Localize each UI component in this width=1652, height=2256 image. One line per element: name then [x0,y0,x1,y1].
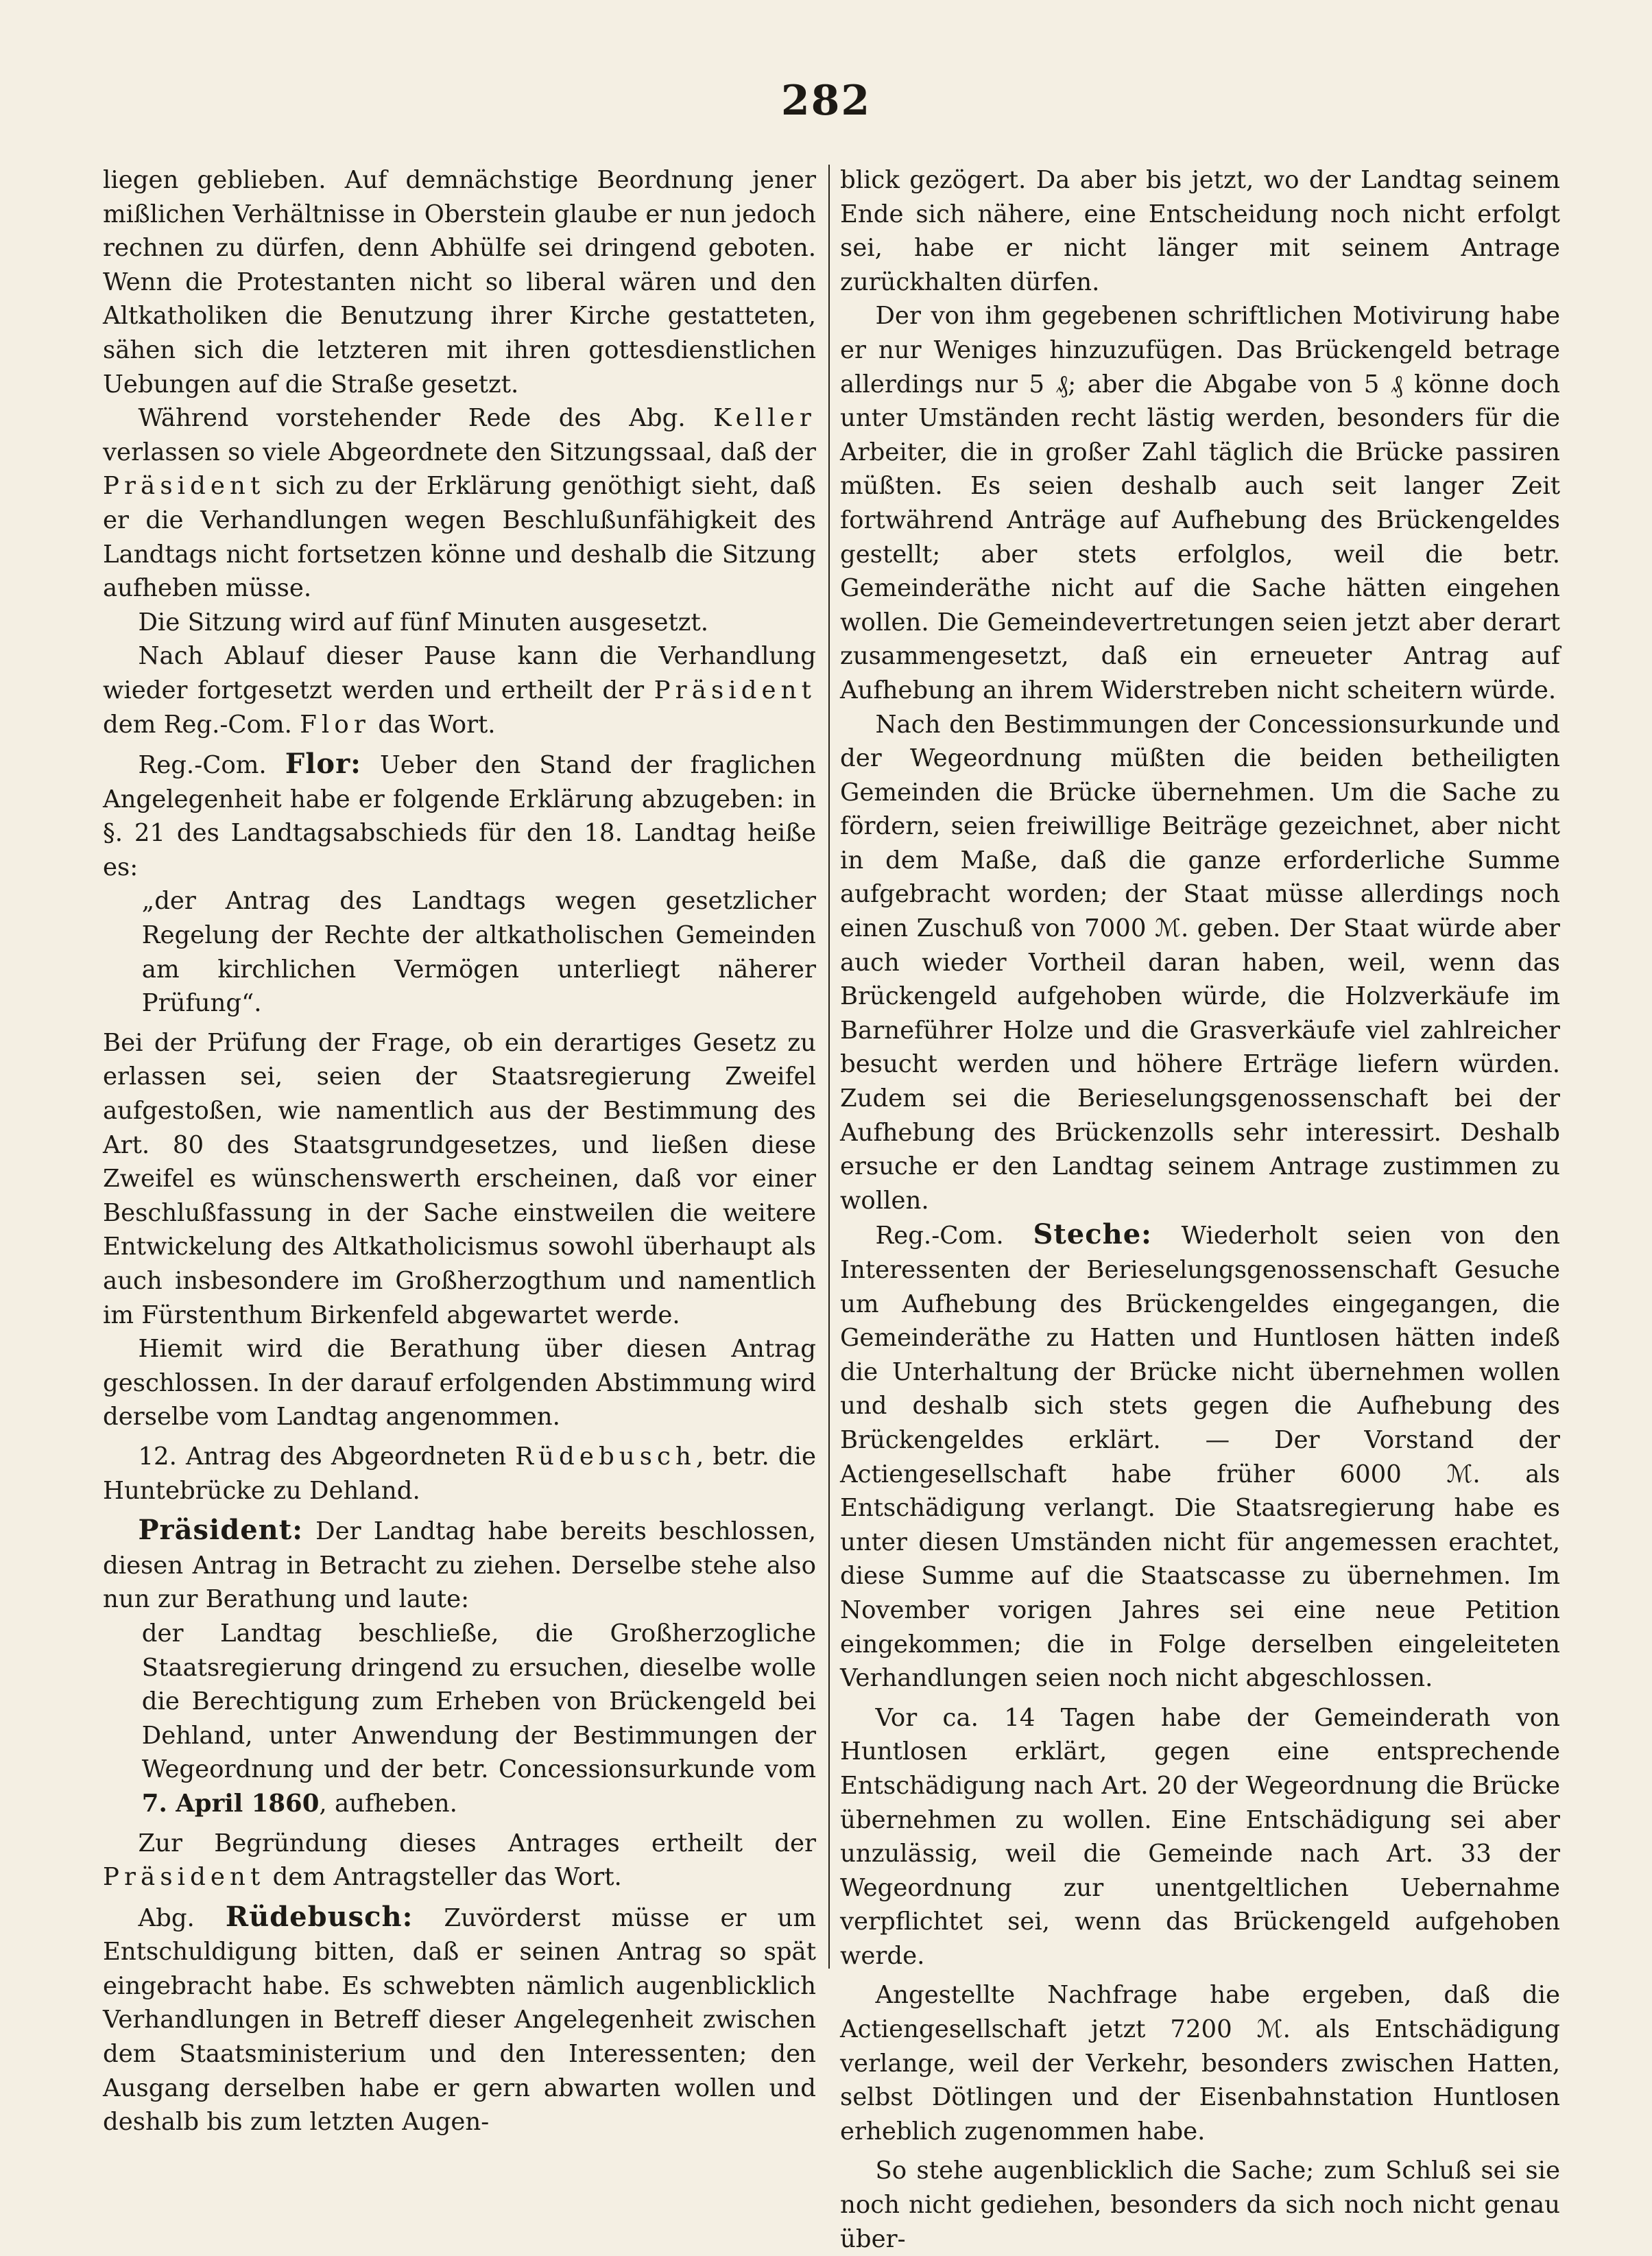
paragraph: Angestellte Nachfrage habe ergeben, daß die Actiengesellschaft jetzt 7200 ℳ. als Entschädigung verlange, weil der Verkehr, besonders zwischen Hatten, selbst Dötlingen und der Eisenbahnstation Huntlosen erheblich zugenommen habe. [840,1981,1560,2146]
paragraph: Reg.-Com. Steche: Wiederholt seien von den Interessenten der Berieselungsgenossenschaft Gesuche um Aufhebung des Brückengeldes eingegangen, die Gemeinderäthe zu Hatten und Huntlosen hätten indeß die Unterhaltung der Brücke nicht übernehmen wollen und deshalb sich stets gegen die Aufhebung des Brückengeldes erklärt. — Der Vorstand der Actiengesellschaft habe früher 6000 ℳ. als Entschädigung verlangt. Die Staatsregierung habe es unter diesen Umständen nicht für angemessen erachtet, diese Summe auf die Staatscasse zu übernehmen. Im November vorigen Jahres sei eine neue Petition eingekommen; die in Folge derselben eingeleiteten Verhandlungen seien noch nicht abgeschlossen. [840,1218,1560,1693]
paragraph: So stehe augenblicklich die Sache; zum Schluß sei sie noch nicht gediehen, besonders da sich noch nicht genau über- [840,2157,1560,2253]
paragraph: Der von ihm gegebenen schriftlichen Motivirung habe er nur Weniges hinzuzufügen. Das Brückengeld betrage allerdings nur 5 ₰; aber die Abgabe von 5 ₰ könne doch unter Umständen recht lästig werden, besonders für die Arbeiter, die in großer Zahl täglich die Brücke passiren müßten. Es seien deshalb auch seit langer Zeit fortwährend Anträge auf Aufhebung des Brückengeldes gestellt; aber stets erfolglos, weil die betr. Gemeinderäthe nicht auf die Sache hätten eingehen wollen. Die Gemeindevertretungen seien jetzt aber derart zusammengesetzt, daß ein erneueter Antrag auf Aufhebung an ihrem Widerstreben nicht scheitern würde. [840,302,1560,704]
paragraph: liegen geblieben. Auf demnächstige Beordnung jener mißlichen Verhältnisse in Oberstein glaube er nun jedoch rechnen zu dürfen, denn Abhülfe sei dringend geboten. Wenn die Protestanten nicht so liberal wären und den Altkatholiken die Benutzung ihrer Kirche gestatteten, sähen sich die letzteren mit ihren gottesdienstlichen Uebungen auf die Straße gesetzt. [103,166,816,399]
paragraph: Die Sitzung wird auf fünf Minuten ausgesetzt. [138,608,708,637]
speaker-label: Flor: [285,748,361,781]
speaker-label: Rüdebusch: [225,1900,414,1933]
speaker-name: Präsident [103,472,265,501]
paragraph: Während vorstehender Rede des Abg. Keller verlassen so viele Abgeordnete den Sitzungssaal, daß der Präsident sich zu der Erklärung genöthigt sieht, daß er die Verhandlungen wegen Beschlußunfähigkeit des Landtags nicht fortsetzen könne und deshalb die Sitzung aufheben müsse. [103,404,816,603]
paragraph: Hiemit wird die Berathung über diesen Antrag geschlossen. In der darauf erfolgenden Abstimmung wird derselbe vom Landtag angenommen. [103,1335,816,1432]
speaker-name: Keller [713,404,816,433]
speaker-label: Präsident: [138,1514,303,1547]
speaker-name: Präsident [654,676,816,704]
speaker-name: Flor [300,710,370,739]
agenda-item: 12. Antrag des Abgeordneten Rüdebusch, betr. die Huntebrücke zu Dehland. [103,1442,816,1505]
speaker-name: Präsident [103,1863,265,1892]
motion-text: der Landtag beschließe, die Großherzogliche Staatsregierung dringend zu ersuchen, dieselbe wolle die Berechtigung zum Erheben von Brückengeld bei Dehland, unter Anwendung der Bestimmungen der Wegeordnung und der betr. Concessionsurkunde vom 7. April 1860, aufheben. [141,1619,816,1818]
column-divider [828,165,830,1969]
paragraph: Präsident: Der Landtag habe bereits beschlossen, diesen Antrag in Betracht zu ziehen. Derselbe stehe also nun zur Berathung und laute: [103,1514,816,1614]
paragraph: blick gezögert. Da aber bis jetzt, wo der Landtag seinem Ende sich nähere, eine Entscheidung noch nicht erfolgt sei, habe er nicht länger mit seinem Antrage zurückhalten dürfen. [840,166,1560,296]
paragraph: Nach Ablauf dieser Pause kann die Verhandlung wieder fortgesetzt werden und ertheilt der Präsident dem Reg.-Com. Flor das Wort. [103,642,816,739]
page-number: 282 [780,77,872,125]
paragraph: Bei der Prüfung der Frage, ob ein derartiges Gesetz zu erlassen sei, seien der Staatsregierung Zweifel aufgestoßen, wie namentlich aus der Bestimmung des Art. 80 des Staatsgrundgesetzes, und ließen diese Zweifel es wünschenswerth erscheinen, daß vor einer Beschlußfassung in der Sache einstweilen die weitere Entwickelung des Altkatholicismus sowohl überhaupt als auch insbesondere im Großherzogthum und namentlich im Fürstenthum Birkenfeld abgewartet werde. [103,1028,816,1329]
date: 7. April 1860 [141,1789,320,1818]
right-column [840,163,1560,2256]
paragraph: Reg.-Com. Flor: Ueber den Stand der fraglichen Angelegenheit habe er folgende Erklärung abzugeben: in §. 21 des Landtagsabschieds für den 18. Landtag heiße es: [103,748,816,881]
paragraph: Vor ca. 14 Tagen habe der Gemeinderath von Huntlosen erklärt, gegen eine entsprechende Entschädigung nach Art. 20 der Wegeordnung die Brücke übernehmen zu wollen. Eine Entschädigung sei aber unzulässig, weil die Gemeinde nach Art. 33 der Wegeordnung zur unentgeltlichen Uebernahme verpflichtet sei, wenn das Brückengeld aufgehoben werde. [840,1703,1560,1970]
paragraph: Nach den Bestimmungen der Concessionsurkunde und der Wegeordnung müßten die beiden betheiligten Gemeinden die Brücke übernehmen. Um die Sache zu fördern, seien freiwillige Beiträge gezeichnet, aber nicht in dem Maße, daß die ganze erforderliche Summe aufgebracht worden; der Staat müsse allerdings noch einen Zuschuß von 7000 ℳ. geben. Der Staat würde aber auch wieder Vortheil daran haben, weil, wenn das Brückengeld aufgehoben würde, die Holzverkäufe im Barneführer Holze und die Grasverkäufe viel zahlreicher besucht werden und höhere Erträge liefern würden. Zudem sei die Berieselungsgenossenschaft bei der Aufhebung des Brückenzolls sehr interessirt. Deshalb ersuche er den Landtag seinem Antrage zustimmen zu wollen. [840,710,1560,1215]
quotation: „der Antrag des Landtags wegen gesetzlicher Regelung der Rechte der altkatholischen Gemeinden am kirchlichen Vermögen unterliegt näherer Prüfung“. [141,887,816,1018]
speaker-label: Steche: [1033,1218,1152,1251]
speaker-name: Rüdebusch [515,1442,696,1471]
left-column [103,163,816,2139]
paragraph: Abg. Rüdebusch: Zuvörderst müsse er um Entschuldigung bitten, daß er seinen Antrag so spät eingebracht habe. Es schwebten nämlich augenblicklich Verhandlungen in Betreff dieser Angelegenheit zwischen dem Staatsministerium und den Interessenten; den Ausgang derselben habe er gern abwarten wollen und deshalb bis zum letzten Augen- [103,1900,817,2137]
paragraph: Zur Begründung dieses Antrages ertheilt der Präsident dem Antragsteller das Wort. [103,1829,816,1892]
